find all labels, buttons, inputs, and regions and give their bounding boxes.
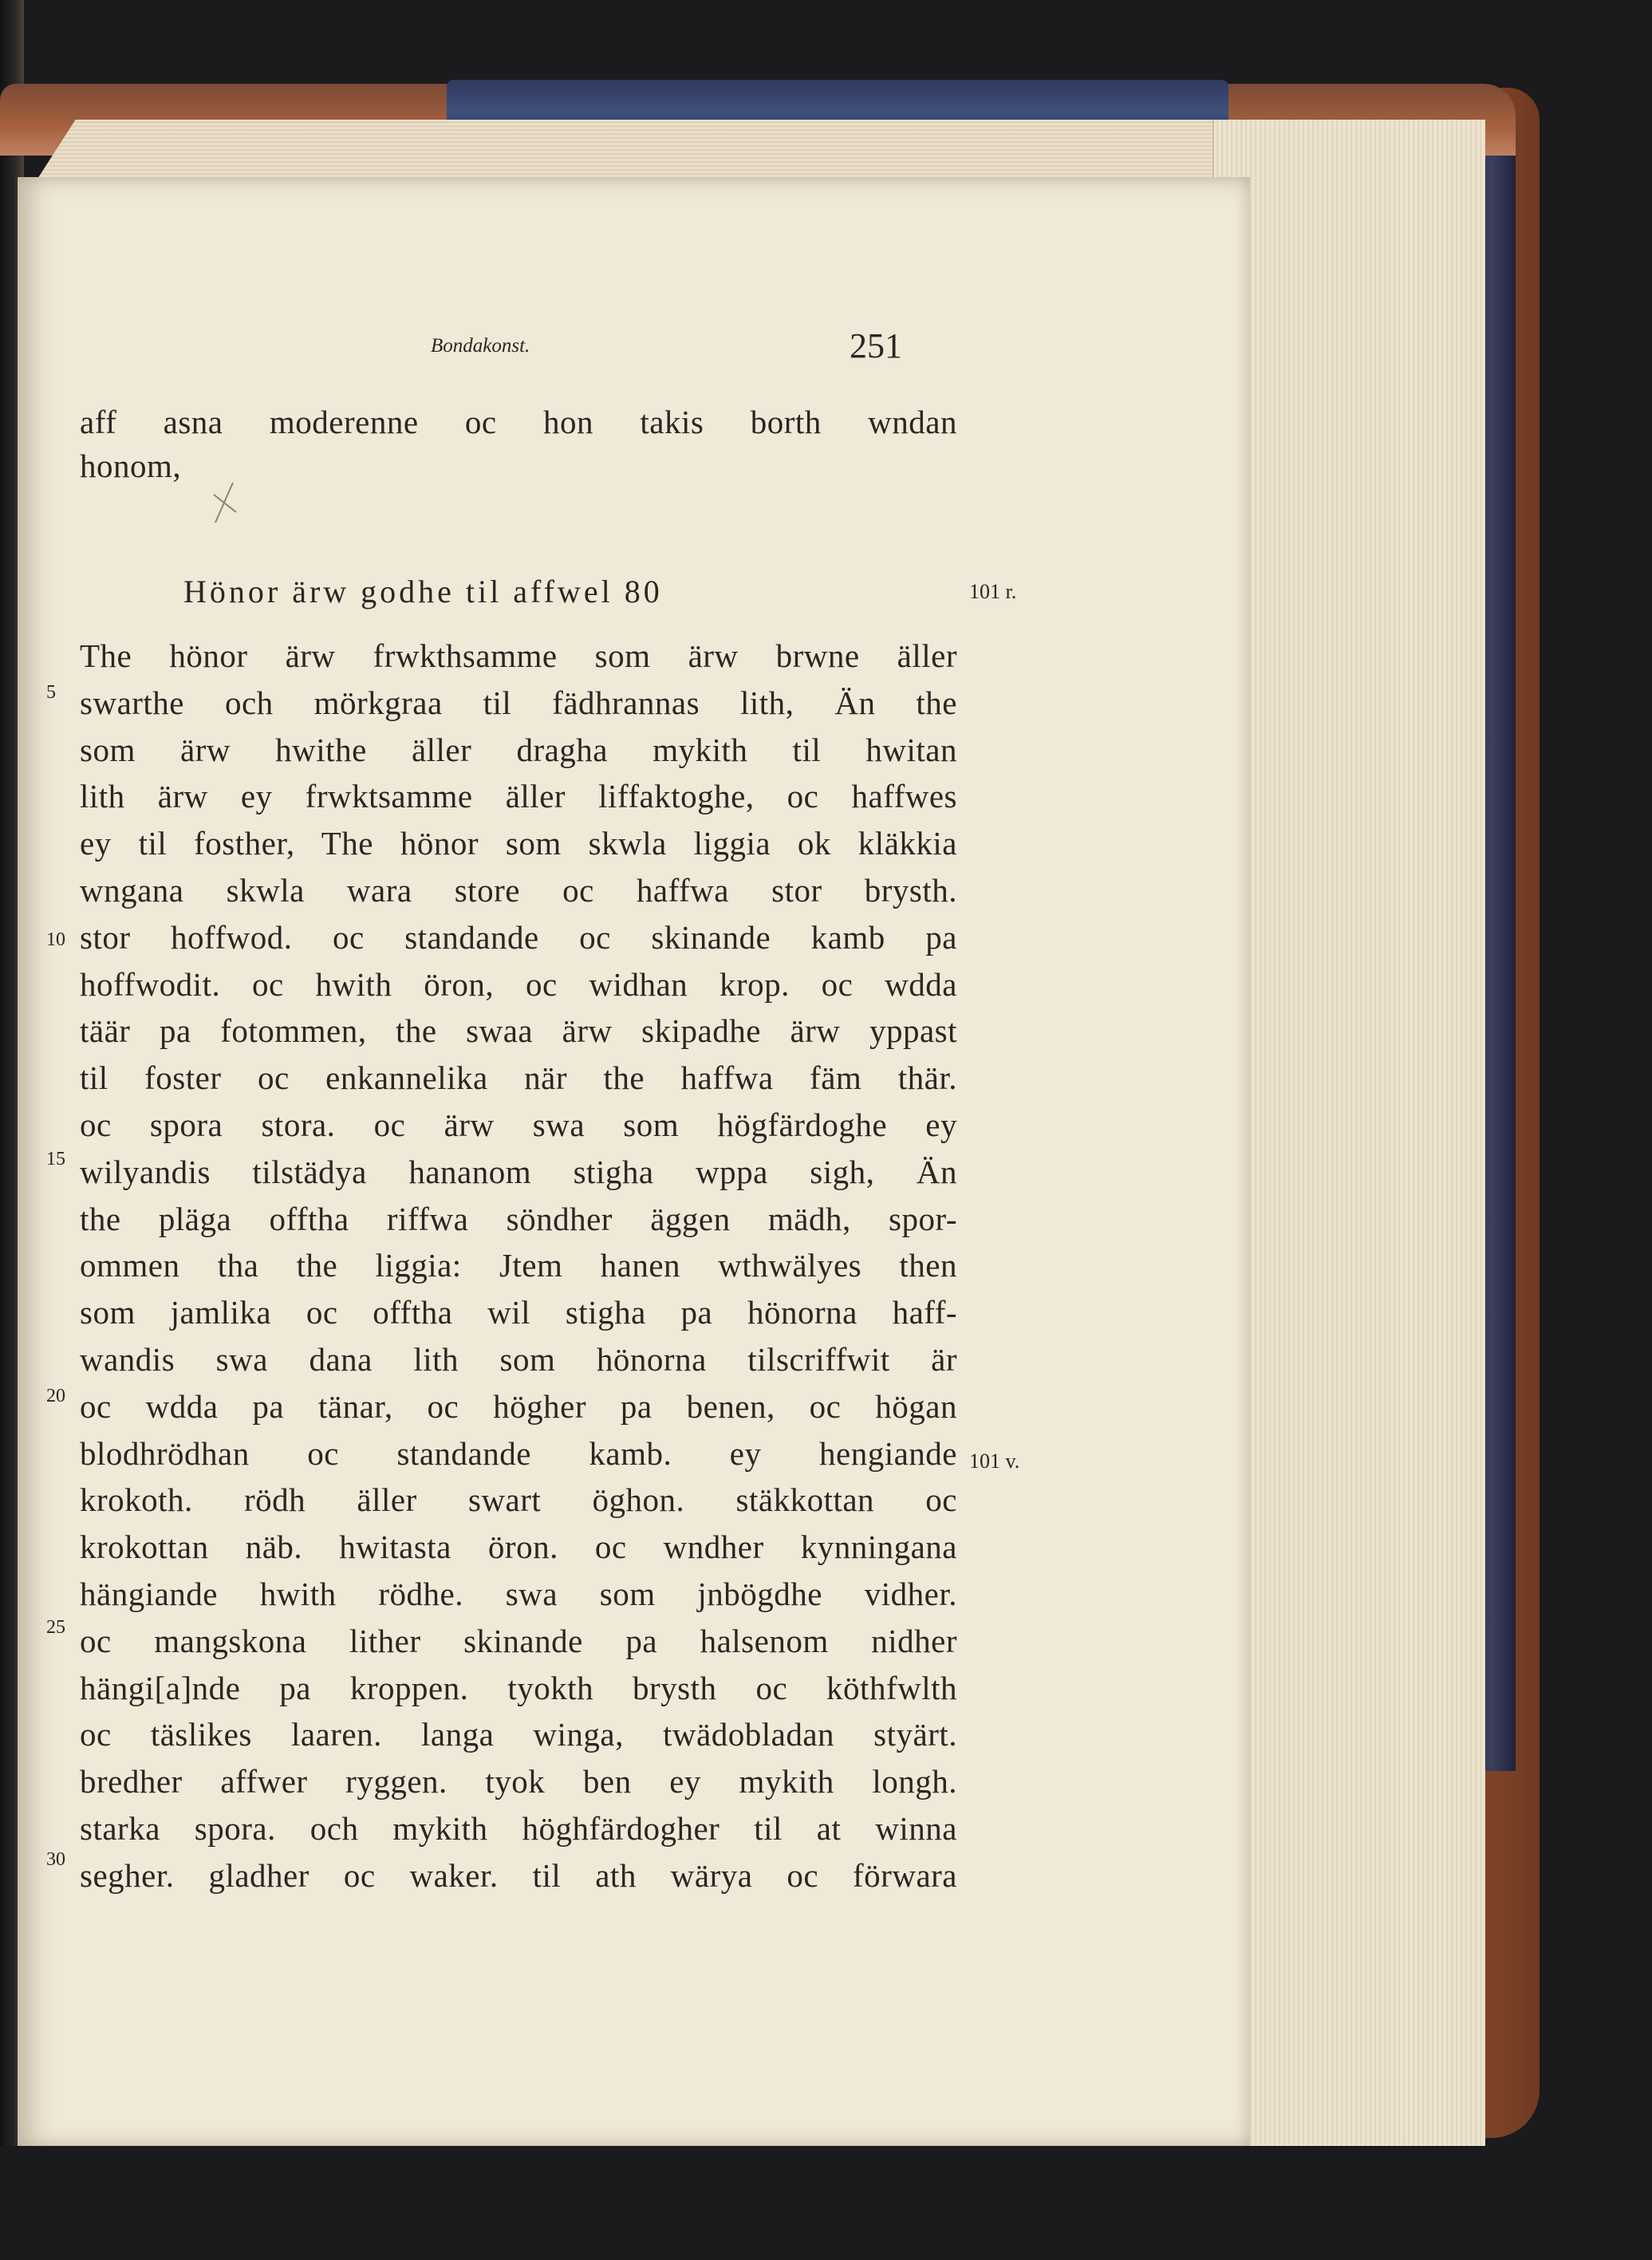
text-line: oc mangskona lither skinande pa halsenom nidher (80, 1622, 957, 1659)
margin-ref: 101 r. (969, 580, 1017, 603)
text-line: The hönor ärw frwkthsamme som ärw brwne äller (80, 637, 957, 674)
line-number: 25 (46, 1617, 65, 1638)
line-number: 5 (46, 682, 56, 703)
text-line: wilyandis tilstädya hananom stigha wppa sigh, Än (80, 1153, 957, 1190)
page-number: 251 (850, 326, 902, 365)
text-line: segher. gladher oc waker. til ath wärya oc förwara (80, 1856, 957, 1894)
text-line: hängiande hwith rödhe. swa som jnbögdhe vidher. (80, 1576, 957, 1612)
text-line: hängi[a]nde pa kroppen. tyokth brysth oc köthfwlth (80, 1669, 957, 1706)
margin-ref: 101 v. (969, 1449, 1020, 1473)
text-line: bredher affwer ryggen. tyok ben ey mykith longh. (80, 1763, 957, 1801)
text-line: wandis swa dana lith som hönorna tilscriffwit är (80, 1341, 957, 1378)
running-head: Bondakonst. (431, 335, 530, 357)
line-number: 30 (46, 1849, 65, 1870)
text-line: krokottan näb. hwitasta öron. oc wndher kynningana (80, 1528, 957, 1566)
text-line: aff asna moderenne oc hon takis borth wndan (80, 404, 957, 440)
text-line: som ärw hwithe äller dragha mykith til hwitan (80, 731, 957, 768)
page-edges-side (1212, 120, 1485, 2146)
text-line: oc wdda pa tänar, oc högher pa benen, oc högan (80, 1387, 957, 1425)
text-line: wngana skwla wara store oc haffwa stor brysth. (80, 872, 957, 909)
text-line: the pläga offtha riffwa söndher äggen mädh, spor- (80, 1200, 957, 1237)
pencil-mark (209, 479, 241, 527)
line-number: 15 (46, 1149, 65, 1169)
text-line: ommen tha the liggia: Jtem hanen wthwälyes then (80, 1247, 957, 1284)
text-line: til foster oc enkannelika när the haffwa fäm thär. (80, 1059, 957, 1097)
text-line: stor hoffwod. oc standande oc skinande kamb pa (80, 918, 957, 956)
text-line: oc täslikes laaren. langa winga, twädobladan styärt. (80, 1716, 957, 1753)
text-line: swarthe och mörkgraa til fädhrannas lith, Än the (80, 684, 957, 721)
text-line: starka spora. och mykith höghfärdogher til at winna (80, 1810, 957, 1847)
text-line: krokoth. rödh äller swart öghon. stäkkottan oc (80, 1481, 957, 1519)
background-bottom (0, 2146, 1652, 2260)
text-line: blodhrödhan oc standande kamb. ey hengiande (80, 1434, 957, 1472)
text-line: täär pa fotommen, the swaa ärw skipadhe ärw yppast (80, 1012, 957, 1050)
section-heading: Hönor ärw godhe til affwel 80 (183, 574, 663, 609)
text-line: ey til fosther, The hönor som skwla liggia ok kläkkia (80, 825, 957, 862)
line-number: 20 (46, 1386, 65, 1406)
text-line: som jamlika oc offtha wil stigha pa hönorna haff- (80, 1294, 957, 1331)
line-number: 10 (46, 929, 65, 950)
text-line: honom, (80, 448, 182, 484)
text-line: oc spora stora. oc ärw swa som högfärdoghe ey (80, 1106, 957, 1143)
text-line: lith ärw ey frwktsamme äller liffaktoghe, oc haffwes (80, 778, 957, 815)
text-line: hoffwodit. oc hwith öron, oc widhan krop. oc wdda (80, 965, 957, 1003)
